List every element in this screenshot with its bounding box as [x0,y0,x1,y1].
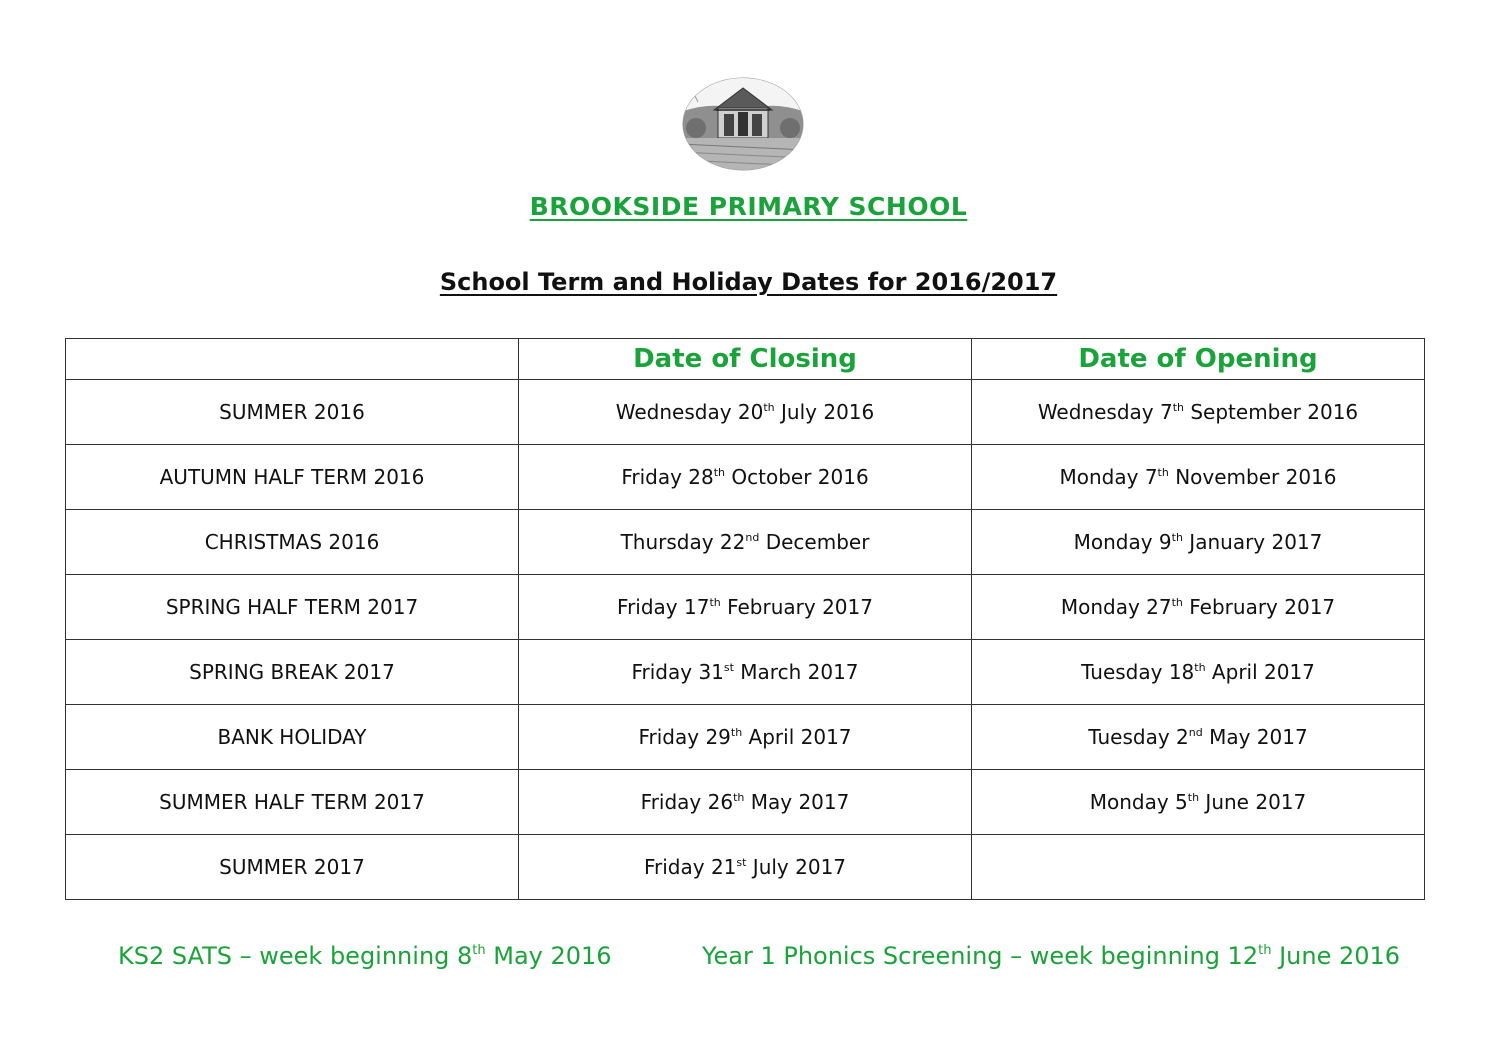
closing-date-ordinal: th [763,401,775,414]
closing-date-end: July 2016 [774,400,875,424]
table-row [66,575,1425,640]
school-name-text: BROOKSIDE PRIMARY SCHOOL [529,192,968,221]
opening-date-end: November 2016 [1168,465,1337,489]
term-name: BANK HOLIDAY [66,705,519,770]
page-title-text: School Term and Holiday Dates for 2016/2017 [439,268,1058,296]
term-name: SPRING HALF TERM 2017 [66,575,519,640]
table-row [66,770,1425,835]
opening-date [972,770,1425,835]
opening-date [972,835,1425,900]
header-date-of-opening: Date of Opening [972,339,1425,380]
table-body [66,380,1425,900]
closing-date [519,510,972,575]
closing-date [519,380,972,445]
ks2-sats-note-suffix: th [472,943,486,958]
opening-date-main: Tuesday 18 [1081,660,1195,684]
closing-date [519,445,972,510]
table-row [66,380,1425,445]
opening-date-ordinal: th [1172,401,1184,414]
opening-date [972,445,1425,510]
term-dates-table [65,338,1425,900]
closing-date-ordinal: th [713,466,726,479]
closing-date-end: April 2017 [742,725,852,749]
closing-date-ordinal: th [730,726,743,739]
closing-date [519,640,972,705]
opening-date-end: February 2017 [1182,595,1336,619]
table-row [66,705,1425,770]
term-name: SPRING BREAK 2017 [66,640,519,705]
ks2-sats-note-main: KS2 SATS – week beginning 8 [118,942,473,970]
opening-date-main: Monday 9 [1073,530,1172,554]
page-title [0,268,1497,296]
closing-date-ordinal: th [709,596,721,609]
closing-date [519,835,972,900]
opening-date-end: May 2017 [1202,725,1308,749]
closing-date-end: March 2017 [733,660,859,684]
table-row [66,835,1425,900]
closing-date-main: Friday 26 [640,790,734,814]
school-building-logo [680,72,806,172]
closing-date-main: Friday 31 [631,660,724,684]
phonics-note-main: Year 1 Phonics Screening – week beginning 12 [702,942,1259,970]
opening-date-ordinal: th [1171,596,1183,609]
school-name [0,192,1497,221]
phonics-note-end: June 2016 [1271,942,1401,970]
opening-date-main: Wednesday 7 [1037,400,1173,424]
closing-date-main: Wednesday 20 [615,400,764,424]
opening-date-main: Monday 7 [1059,465,1158,489]
ks2-sats-note-end: May 2016 [485,942,612,970]
closing-date-main: Friday 28 [621,465,714,489]
term-name: AUTUMN HALF TERM 2016 [66,445,519,510]
opening-date-ordinal: th [1194,661,1206,674]
opening-date-main: Monday 5 [1089,790,1188,814]
closing-date-main: Friday 17 [617,595,710,619]
opening-date-end: September 2016 [1184,400,1359,424]
term-name: SUMMER 2017 [66,835,519,900]
closing-date-main: Friday 29 [638,725,731,749]
closing-date-ordinal: st [723,661,734,674]
closing-date [519,770,972,835]
closing-date-main: Friday 21 [643,855,737,879]
closing-date-ordinal: nd [745,531,760,544]
closing-date-end: July 2017 [746,855,847,879]
closing-date-end: December [759,530,870,554]
header-date-of-closing: Date of Closing [519,339,972,380]
closing-date-end: February 2017 [720,595,873,619]
term-name: SUMMER HALF TERM 2017 [66,770,519,835]
opening-date [972,575,1425,640]
closing-date-end: May 2017 [744,790,850,814]
closing-date-end: October 2016 [725,465,869,489]
opening-date-main: Monday 27 [1060,595,1172,619]
closing-date [519,575,972,640]
header-term [66,339,519,380]
opening-date-end: January 2017 [1182,530,1323,554]
opening-date [972,705,1425,770]
ks2-sats-note [118,942,612,970]
phonics-note-suffix: th [1258,943,1272,958]
opening-date-main: Tuesday 2 [1088,725,1189,749]
term-name: SUMMER 2016 [66,380,519,445]
opening-date-ordinal: nd [1188,726,1203,739]
closing-date-main: Thursday 22 [620,530,746,554]
term-name: CHRISTMAS 2016 [66,510,519,575]
opening-date [972,510,1425,575]
table-row [66,445,1425,510]
table-row [66,510,1425,575]
opening-date-end: June 2017 [1199,790,1307,814]
closing-date-ordinal: st [736,856,747,869]
opening-date [972,380,1425,445]
closing-date [519,705,972,770]
table-row [66,640,1425,705]
opening-date-ordinal: th [1157,466,1169,479]
opening-date-ordinal: th [1171,531,1183,544]
opening-date-ordinal: th [1187,791,1200,804]
table-header-row [66,339,1425,380]
closing-date-ordinal: th [733,791,745,804]
phonics-screening-note [702,942,1400,970]
opening-date [972,640,1425,705]
opening-date-end: April 2017 [1205,660,1315,684]
